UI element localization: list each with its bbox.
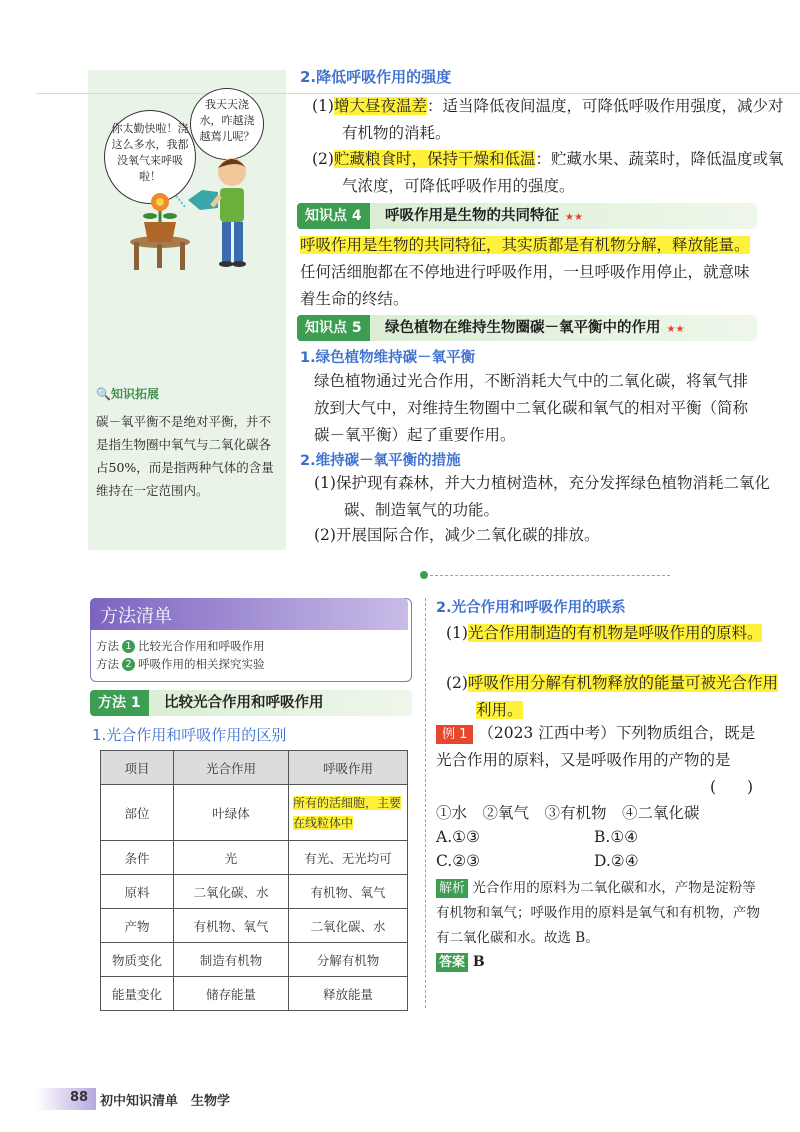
method-item: (1)增大昼夜温差：适当降低夜间温度，可降低呼吸作用强度，减少对有机物的消耗。 bbox=[312, 97, 784, 142]
table-row: 原料 二氧化碳、水 有机物、氧气 bbox=[101, 875, 408, 909]
boy-shirt bbox=[220, 188, 244, 222]
speech-bubble-boy: 我天天浇水，咋越浇越蔫儿呢？ bbox=[190, 88, 264, 160]
flower-pot bbox=[144, 222, 176, 242]
answer-tag: 答案 bbox=[436, 953, 468, 972]
answer: 答案 B bbox=[436, 953, 485, 972]
option-b: B.①④ bbox=[594, 828, 639, 846]
table-row: 物质变化 制造有机物 分解有机物 bbox=[101, 943, 408, 977]
subheading: 1.光合作用和呼吸作用的区别 bbox=[92, 726, 287, 744]
analysis-tag: 解析 bbox=[436, 879, 468, 898]
section-divider bbox=[430, 575, 670, 576]
knowledge-extension-label: 🔍知识拓展 bbox=[96, 387, 159, 401]
measure-item: (1)保护现有森林，并大力植树造林，充分发挥绿色植物消耗二氧化碳、制造氧气的功能。 bbox=[314, 474, 770, 519]
table-row: 能量变化 储存能量 释放能量 bbox=[101, 977, 408, 1011]
table-header: 项目 bbox=[101, 751, 174, 785]
measure-item: (2)开展国际合作，减少二氧化碳的排放。 bbox=[314, 526, 600, 544]
table-header: 呼吸作用 bbox=[289, 751, 408, 785]
section-heading: 2.降低呼吸作用的强度 bbox=[300, 68, 452, 86]
divider-dot bbox=[420, 571, 428, 579]
boy-leg bbox=[222, 222, 231, 262]
option-a: A.①③ bbox=[436, 828, 480, 846]
knowledge-point-bar: 知识点 5 绿色植物在维持生物圈碳－氧平衡中的作用 ★★ bbox=[297, 315, 757, 341]
example-question: 例 1 （2023 江西中考）下列物质组合，既是光合作用的原料，又是呼吸作用的产物的是 bbox=[436, 724, 756, 769]
stool-leg bbox=[134, 242, 139, 270]
table-header: 光合作用 bbox=[174, 751, 289, 785]
analysis: 解析 光合作用的原料为二氧化碳和水，产物是淀粉等有机物和氧气；呼吸作用的原料是氧气和有机物，产物有二氧化碳和水。故选 B。 bbox=[436, 880, 760, 946]
option-c: C.②③ bbox=[436, 852, 481, 870]
subheading: 1.绿色植物维持碳－氧平衡 bbox=[300, 350, 476, 366]
knowledge-point-bar: 知识点 4 呼吸作用是生物的共同特征 ★★ bbox=[297, 203, 757, 229]
table-row: 条件 光 有光、无光均可 bbox=[101, 841, 408, 875]
boy-leg bbox=[234, 222, 243, 262]
method-bar: 方法 1 比较光合作用和呼吸作用 bbox=[90, 690, 412, 716]
relation-item: (1)光合作用制造的有机物是呼吸作用的原料。 bbox=[446, 624, 763, 642]
method-list-item: 方法 2 呼吸作用的相关探究实验 bbox=[96, 657, 265, 671]
kp4-text: 呼吸作用是生物的共同特征，其实质都是有机物分解，释放能量。任何活细胞都在不停地进行呼吸作用，一旦呼吸作用停止，就意味着生命的终结。 bbox=[300, 236, 750, 308]
water-drops bbox=[176, 196, 186, 208]
comparison-table bbox=[100, 750, 408, 1011]
stool-leg bbox=[180, 242, 185, 270]
options-line: ①水 ②氧气 ③有机物 ④二氧化碳 bbox=[436, 804, 700, 822]
speech-bubble-flower: 你太勤快啦！浇这么多水，我都没氧气来呼吸啦！ bbox=[104, 110, 196, 204]
page-number: 88 bbox=[70, 1090, 89, 1105]
table-row: 产物 有机物、氧气 二氧化碳、水 bbox=[101, 909, 408, 943]
relation-item: (2)呼吸作用分解有机物释放的能量可被光合作用利用。 bbox=[446, 674, 778, 719]
method-item: (2)贮藏粮食时，保持干燥和低温：贮藏水果、蔬菜时，降低温度或氧气浓度，可降低呼吸作用的强度。 bbox=[312, 150, 784, 195]
knowledge-extension-text: 碳－氧平衡不是绝对平衡，并不是指生物圈中氧气与二氧化碳各占50%，而是指两种气体的含量维持在一定范围内。 bbox=[96, 414, 274, 498]
answer-parentheses: ( ) bbox=[710, 778, 754, 796]
extension-icon: 🔍 bbox=[96, 387, 111, 401]
method-list-title: 方法清单 bbox=[100, 606, 172, 627]
table-row: 部位 叶绿体 所有的活细胞，主要在线粒体中 bbox=[101, 785, 408, 841]
subheading: 2.维持碳－氧平衡的措施 bbox=[300, 453, 461, 469]
method-list-item: 方法 1 比较光合作用和呼吸作用 bbox=[96, 639, 265, 653]
cartoon-illustration bbox=[120, 150, 280, 275]
section-heading: 2.光合作用和呼吸作用的联系 bbox=[436, 600, 626, 616]
column-divider bbox=[425, 598, 426, 1008]
example-tag: 例 1 bbox=[436, 725, 473, 744]
stool-leg bbox=[157, 244, 162, 268]
paragraph: 绿色植物通过光合作用，不断消耗大气中的二氧化碳，将氧气排放到大气中，对维持生物圈中二氧化碳和氧气的相对平衡（简称碳－氧平衡）起了重要作用。 bbox=[314, 372, 749, 444]
footer-title: 初中知识清单 生物学 bbox=[100, 1094, 231, 1109]
option-d: D.②④ bbox=[594, 852, 639, 870]
